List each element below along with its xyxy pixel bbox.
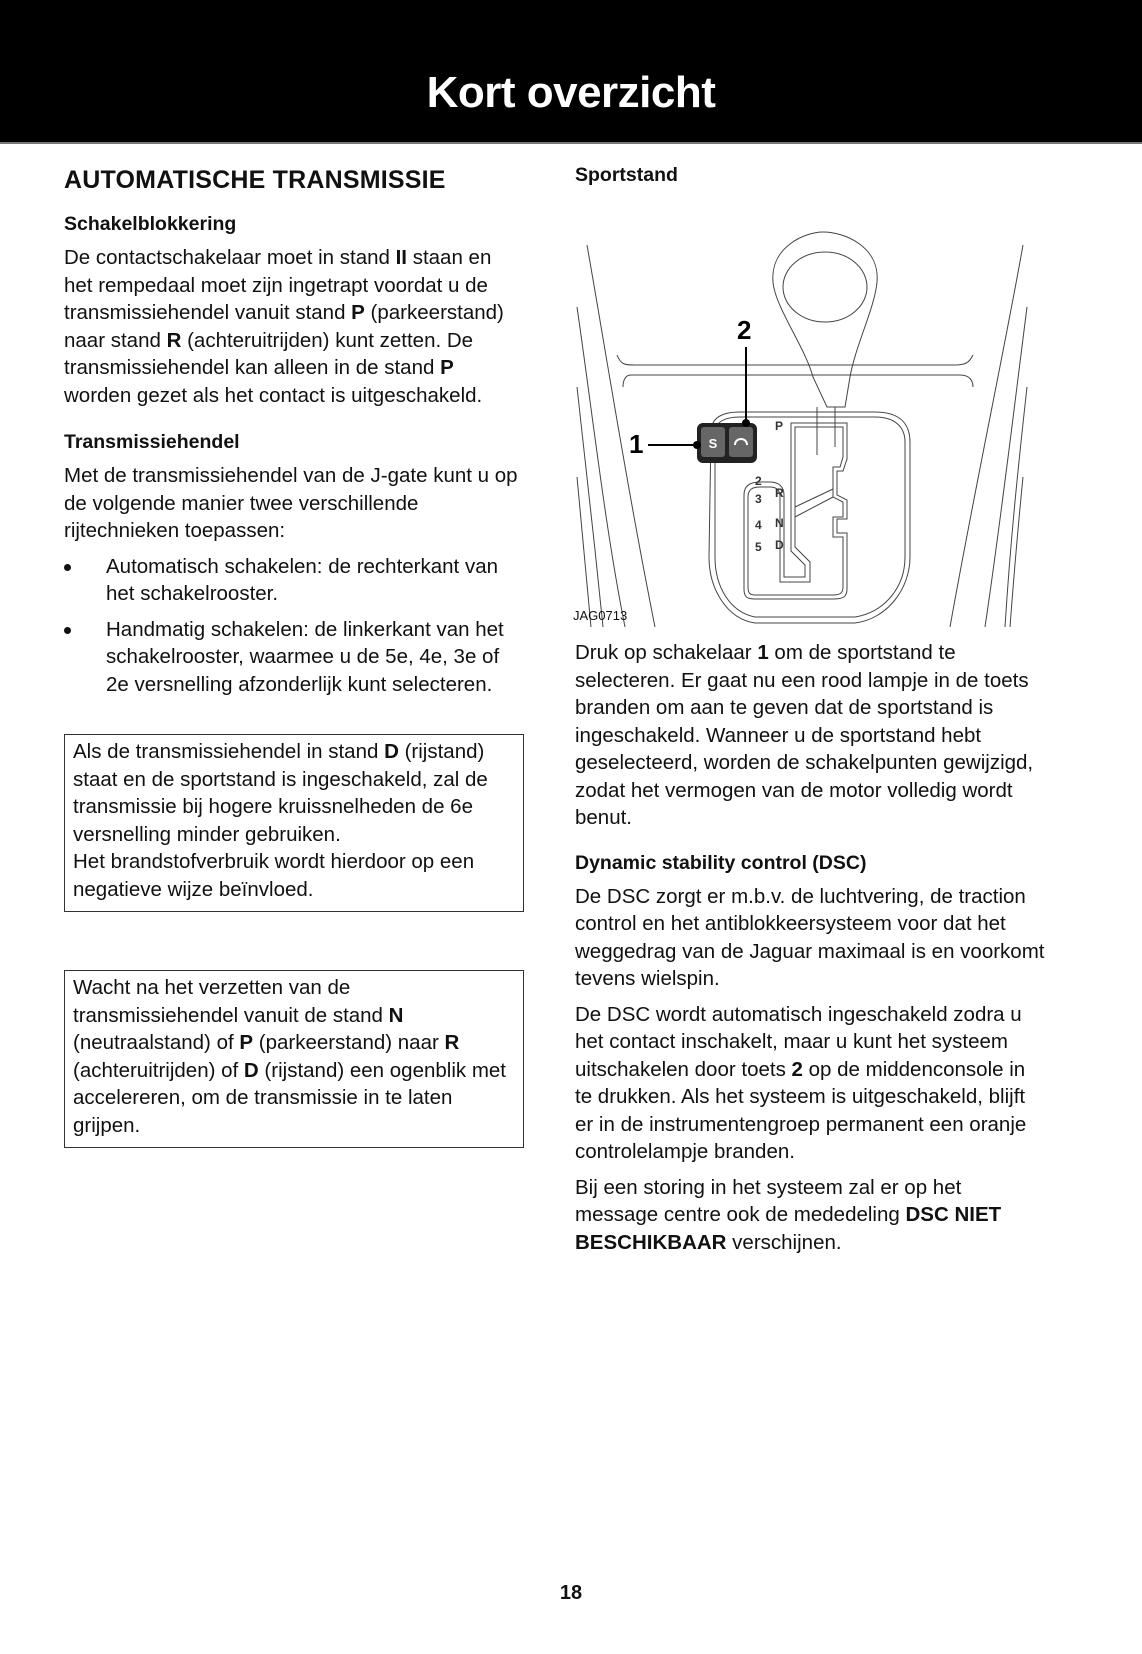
note-box-wait-accelerate: Wacht na het verzetten van de transmissiehendel vanuit de stand N (neutraalstand) of P (parkeerstand) naar R (achteruitrijden) of D (rijstand) een ogenblik met accelereren, om de transmissie in te laten grijpen.	[64, 970, 524, 1148]
figure-code: JAG0713	[573, 608, 628, 623]
svg-text:3: 3	[755, 492, 762, 506]
page-title: Kort overzicht	[426, 68, 716, 117]
left-column	[64, 160, 524, 1148]
paragraph-transmissiehendel: Met de transmissiehendel van de J-gate kunt u op de volgende manier twee verschillende rijtechnieken toepassen:	[64, 464, 518, 542]
svg-text:R: R	[775, 486, 784, 500]
paragraph-schakelblokkering: De contactschakelaar moet in stand II staan en het rempedaal moet zijn ingetrapt voordat u de transmissiehendel vanuit stand P (parkeerstand) naar stand R (achteruitrijden) kunt zetten. De transmissiehendel kan alleen in de stand P worden gezet als het contact is uitgeschakeld.	[64, 246, 504, 407]
paragraph-sportstand: Druk op schakelaar 1 om de sportstand te selecteren. Er gaat nu een rood lampje in de toets branden om aan te geven dat de sportstand is ingeschakeld. Wanneer u de sportstand hebt geselecteerd, worden de schakelpunten gewijzigd, zodat het vermogen van de motor volledig wordt benut.	[575, 641, 1034, 829]
heading-dsc: Dynamic stability control (DSC)	[575, 851, 867, 874]
svg-text:P: P	[775, 419, 784, 433]
note-box-sportstand-fuel: Als de transmissiehendel in stand D (rijstand) staat en de sportstand is ingeschakeld, zal de transmissie bij hogere kruissnelheden de 6e versnelling minder gebruiken. Het brandstofverbruik wordt hierdoor op een negatieve wijze beïnvloed.	[64, 734, 524, 912]
paragraph-dsc-2: De DSC wordt automatisch ingeschakeld zodra u het contact inschakelt, maar u kunt het systeem uitschakelen door toets 2 op de middenconsole in te drukken. Als het systeem is uitgeschakeld, blijft er in de instrumentengroep permanent een oranje controlelampje branden.	[575, 1002, 1027, 1163]
bullet-list	[64, 553, 524, 699]
svg-text:S: S	[708, 436, 718, 451]
paragraph-dsc-3: Bij een storing in het systeem zal er op het message centre ook de mededeling DSC NIET BESCHIKBAAR verschijnen.	[575, 1175, 1002, 1254]
gear-selector-illustration	[565, 227, 1035, 627]
callout-1: 1	[629, 429, 644, 459]
svg-text:D: D	[775, 538, 784, 552]
list-item: Automatisch schakelen: de rechterkant van het schakelrooster.	[64, 553, 524, 608]
heading-sportstand: Sportstand	[575, 164, 678, 186]
svg-text:N: N	[775, 516, 784, 530]
heading-schakelblokkering: Schakelblokkering	[64, 213, 237, 235]
paragraph-dsc-1: De DSC zorgt er m.b.v. de luchtvering, de traction control en het antiblokkeersysteem voor dat het weggedrag van de Jaguar maximaal is en voorkomt tevens wielspin.	[575, 884, 1045, 990]
gear-selector-diagram	[565, 227, 1035, 627]
page-number: 18	[559, 1582, 583, 1604]
section-title: AUTOMATISCHE TRANSMISSIE	[64, 166, 446, 194]
heading-transmissiehendel: Transmissiehendel	[64, 431, 240, 453]
header-band	[0, 0, 1142, 142]
svg-text:5: 5	[755, 540, 762, 554]
dsc-sport-buttons	[697, 423, 757, 463]
svg-text:2: 2	[755, 474, 762, 488]
right-column	[575, 160, 1045, 1272]
bullet-icon	[64, 627, 71, 634]
callout-2: 2	[737, 315, 752, 345]
list-item: Handmatig schakelen: de linkerkant van het schakelrooster, waarmee u de 5e, 4e, 3e of 2e versnelling afzonderlijk kunt selecteren.	[64, 616, 524, 699]
svg-text:4: 4	[755, 518, 762, 532]
bullet-icon	[64, 564, 71, 571]
header-divider	[0, 142, 1142, 144]
